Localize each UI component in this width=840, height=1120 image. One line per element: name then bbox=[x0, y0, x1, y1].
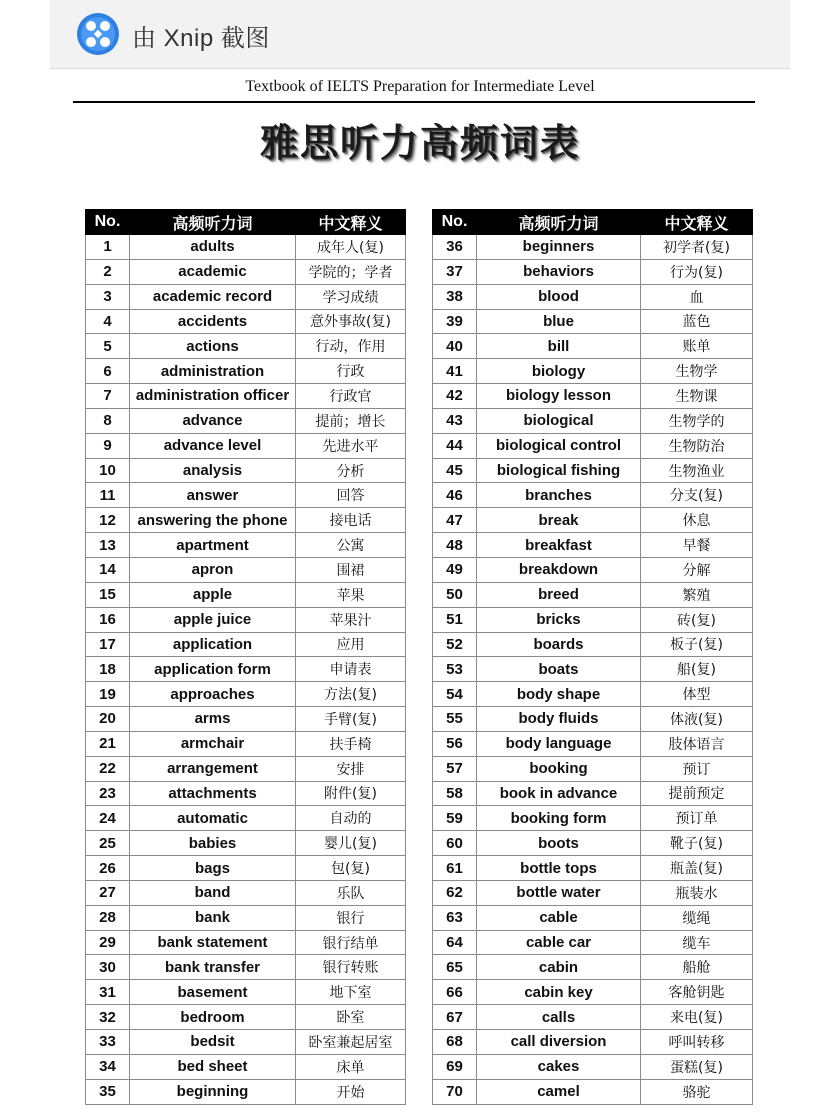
row-number: 21 bbox=[86, 731, 130, 756]
row-number: 37 bbox=[433, 259, 477, 284]
vocab-meaning: 行政官 bbox=[296, 384, 406, 409]
vocab-word: behaviors bbox=[477, 259, 641, 284]
table-row bbox=[433, 856, 753, 881]
vocab-meaning: 缆车 bbox=[641, 930, 753, 955]
header-no: No. bbox=[433, 210, 477, 235]
vocab-word: academic record bbox=[130, 284, 296, 309]
table-row bbox=[433, 831, 753, 856]
vocab-meaning: 客舱钥匙 bbox=[641, 980, 753, 1005]
vocab-word: biological fishing bbox=[477, 458, 641, 483]
vocab-word: biological bbox=[477, 408, 641, 433]
table-row bbox=[86, 905, 406, 930]
vocab-meaning: 苹果 bbox=[296, 582, 406, 607]
header-word: 高频听力词 bbox=[477, 210, 641, 235]
vocab-meaning: 行动，作用 bbox=[296, 334, 406, 359]
table-row bbox=[86, 384, 406, 409]
table-row bbox=[433, 806, 753, 831]
vocab-word: bedsit bbox=[130, 1030, 296, 1055]
row-number: 5 bbox=[86, 334, 130, 359]
vocab-meaning: 回答 bbox=[296, 483, 406, 508]
vocab-meaning: 应用 bbox=[296, 632, 406, 657]
row-number: 60 bbox=[433, 831, 477, 856]
vocab-meaning: 骆驼 bbox=[641, 1079, 753, 1104]
vocab-meaning: 船(复) bbox=[641, 657, 753, 682]
vocab-word: body fluids bbox=[477, 707, 641, 732]
vocab-word: calls bbox=[477, 1005, 641, 1030]
vocab-word: bank statement bbox=[130, 930, 296, 955]
vocab-meaning: 繁殖 bbox=[641, 582, 753, 607]
vocab-meaning: 呼叫转移 bbox=[641, 1030, 753, 1055]
row-number: 23 bbox=[86, 781, 130, 806]
vocab-word: administration officer bbox=[130, 384, 296, 409]
table-row bbox=[433, 905, 753, 930]
row-number: 26 bbox=[86, 856, 130, 881]
vocab-word: bill bbox=[477, 334, 641, 359]
vocab-word: biology lesson bbox=[477, 384, 641, 409]
row-number: 65 bbox=[433, 955, 477, 980]
vocab-word: administration bbox=[130, 359, 296, 384]
table-row bbox=[86, 756, 406, 781]
table-row bbox=[433, 607, 753, 632]
vocab-meaning: 分解 bbox=[641, 557, 753, 582]
vocab-meaning: 申请表 bbox=[296, 657, 406, 682]
row-number: 19 bbox=[86, 682, 130, 707]
row-number: 24 bbox=[86, 806, 130, 831]
vocab-word: cakes bbox=[477, 1054, 641, 1079]
row-number: 16 bbox=[86, 607, 130, 632]
vocab-word: advance level bbox=[130, 433, 296, 458]
table-row bbox=[86, 831, 406, 856]
vocab-meaning: 缆绳 bbox=[641, 905, 753, 930]
vocab-meaning: 体液(复) bbox=[641, 707, 753, 732]
vocab-meaning: 来电(复) bbox=[641, 1005, 753, 1030]
vocab-meaning: 血 bbox=[641, 284, 753, 309]
row-number: 54 bbox=[433, 682, 477, 707]
row-number: 67 bbox=[433, 1005, 477, 1030]
vocab-word: beginners bbox=[477, 235, 641, 260]
row-number: 46 bbox=[433, 483, 477, 508]
vocab-meaning: 先进水平 bbox=[296, 433, 406, 458]
document-subtitle: Textbook of IELTS Preparation for Intermediate Level bbox=[245, 78, 595, 95]
vocab-word: breakfast bbox=[477, 533, 641, 558]
table-row bbox=[86, 731, 406, 756]
vocab-meaning: 卧室兼起居室 bbox=[296, 1030, 406, 1055]
vocab-word: advance bbox=[130, 408, 296, 433]
table-row bbox=[86, 1079, 406, 1104]
app-title: 由 Xnip 截图 bbox=[132, 25, 270, 52]
table-row bbox=[86, 806, 406, 831]
vocab-word: apartment bbox=[130, 533, 296, 558]
vocab-word: analysis bbox=[130, 458, 296, 483]
row-number: 47 bbox=[433, 508, 477, 533]
vocab-word: automatic bbox=[130, 806, 296, 831]
vocab-meaning: 板子(复) bbox=[641, 632, 753, 657]
table-row bbox=[433, 384, 753, 409]
vocab-word: adults bbox=[130, 235, 296, 260]
vocab-word: beginning bbox=[130, 1079, 296, 1104]
table-row bbox=[86, 682, 406, 707]
vocab-meaning: 生物防治 bbox=[641, 433, 753, 458]
vocab-word: camel bbox=[477, 1079, 641, 1104]
row-number: 44 bbox=[433, 433, 477, 458]
vocab-meaning: 瓶盖(复) bbox=[641, 856, 753, 881]
row-number: 29 bbox=[86, 930, 130, 955]
row-number: 3 bbox=[86, 284, 130, 309]
vocab-word: biological control bbox=[477, 433, 641, 458]
row-number: 63 bbox=[433, 905, 477, 930]
vocab-word: arms bbox=[130, 707, 296, 732]
vocab-word: application form bbox=[130, 657, 296, 682]
vocab-meaning: 预订单 bbox=[641, 806, 753, 831]
row-number: 17 bbox=[86, 632, 130, 657]
row-number: 38 bbox=[433, 284, 477, 309]
row-number: 9 bbox=[86, 433, 130, 458]
vocab-meaning: 蛋糕(复) bbox=[641, 1054, 753, 1079]
table-row bbox=[86, 309, 406, 334]
vocab-meaning: 生物学 bbox=[641, 359, 753, 384]
row-number: 13 bbox=[86, 533, 130, 558]
row-number: 53 bbox=[433, 657, 477, 682]
vocab-word: call diversion bbox=[477, 1030, 641, 1055]
table-row bbox=[86, 980, 406, 1005]
row-number: 36 bbox=[433, 235, 477, 260]
row-number: 59 bbox=[433, 806, 477, 831]
vocab-meaning: 卧室 bbox=[296, 1005, 406, 1030]
vocab-meaning: 休息 bbox=[641, 508, 753, 533]
vocab-meaning: 账单 bbox=[641, 334, 753, 359]
row-number: 43 bbox=[433, 408, 477, 433]
vocab-word: cabin bbox=[477, 955, 641, 980]
vocab-word: book in advance bbox=[477, 781, 641, 806]
row-number: 11 bbox=[86, 483, 130, 508]
row-number: 45 bbox=[433, 458, 477, 483]
xnip-app-icon bbox=[76, 12, 120, 56]
table-row bbox=[86, 235, 406, 260]
table-row bbox=[433, 334, 753, 359]
table-row bbox=[86, 408, 406, 433]
table-row bbox=[86, 458, 406, 483]
vocab-word: biology bbox=[477, 359, 641, 384]
vocab-meaning: 肢体语言 bbox=[641, 731, 753, 756]
vocab-meaning: 生物课 bbox=[641, 384, 753, 409]
vocab-meaning: 乐队 bbox=[296, 880, 406, 905]
vocab-meaning: 苹果汁 bbox=[296, 607, 406, 632]
row-number: 10 bbox=[86, 458, 130, 483]
vocab-meaning: 学习成绩 bbox=[296, 284, 406, 309]
vocab-word: blue bbox=[477, 309, 641, 334]
header-word: 高频听力词 bbox=[130, 210, 296, 235]
table-row bbox=[86, 707, 406, 732]
vocab-meaning: 分支(复) bbox=[641, 483, 753, 508]
vocab-meaning: 学院的；学者 bbox=[296, 259, 406, 284]
vocab-word: basement bbox=[130, 980, 296, 1005]
vocab-word: academic bbox=[130, 259, 296, 284]
header-no: No. bbox=[86, 210, 130, 235]
row-number: 40 bbox=[433, 334, 477, 359]
vocab-word: body language bbox=[477, 731, 641, 756]
vocab-word: bed sheet bbox=[130, 1054, 296, 1079]
vocab-word: bank bbox=[130, 905, 296, 930]
vocab-word: branches bbox=[477, 483, 641, 508]
vocab-meaning: 自动的 bbox=[296, 806, 406, 831]
table-row bbox=[86, 557, 406, 582]
table-row bbox=[86, 284, 406, 309]
table-row bbox=[433, 309, 753, 334]
vocab-meaning: 公寓 bbox=[296, 533, 406, 558]
row-number: 2 bbox=[86, 259, 130, 284]
table-row bbox=[433, 1079, 753, 1104]
table-header-row bbox=[86, 210, 406, 235]
vocab-word: cabin key bbox=[477, 980, 641, 1005]
row-number: 56 bbox=[433, 731, 477, 756]
vocab-word: bricks bbox=[477, 607, 641, 632]
table-row bbox=[433, 930, 753, 955]
table-row bbox=[86, 856, 406, 881]
table-row bbox=[86, 334, 406, 359]
vocab-meaning: 早餐 bbox=[641, 533, 753, 558]
row-number: 62 bbox=[433, 880, 477, 905]
row-number: 41 bbox=[433, 359, 477, 384]
table-row bbox=[86, 657, 406, 682]
table-row bbox=[433, 955, 753, 980]
row-number: 35 bbox=[86, 1079, 130, 1104]
vocab-word: armchair bbox=[130, 731, 296, 756]
header-meaning: 中文释义 bbox=[296, 210, 406, 235]
app-title-bar bbox=[50, 0, 790, 69]
vocab-meaning: 体型 bbox=[641, 682, 753, 707]
vocab-word: apple juice bbox=[130, 607, 296, 632]
row-number: 4 bbox=[86, 309, 130, 334]
vocab-table-left bbox=[85, 209, 406, 1105]
table-row bbox=[433, 756, 753, 781]
table-row bbox=[86, 1030, 406, 1055]
vocab-word: body shape bbox=[477, 682, 641, 707]
vocab-meaning: 靴子(复) bbox=[641, 831, 753, 856]
table-row bbox=[433, 657, 753, 682]
row-number: 52 bbox=[433, 632, 477, 657]
row-number: 39 bbox=[433, 309, 477, 334]
vocab-meaning: 银行结单 bbox=[296, 930, 406, 955]
table-row bbox=[433, 557, 753, 582]
table-row bbox=[86, 880, 406, 905]
row-number: 68 bbox=[433, 1030, 477, 1055]
vocab-word: bags bbox=[130, 856, 296, 881]
header-divider bbox=[73, 101, 755, 103]
table-row bbox=[433, 408, 753, 433]
vocab-meaning: 围裙 bbox=[296, 557, 406, 582]
vocab-meaning: 接电话 bbox=[296, 508, 406, 533]
header-meaning: 中文释义 bbox=[641, 210, 753, 235]
table-row bbox=[433, 284, 753, 309]
vocab-word: band bbox=[130, 880, 296, 905]
vocab-word: babies bbox=[130, 831, 296, 856]
row-number: 42 bbox=[433, 384, 477, 409]
row-number: 32 bbox=[86, 1005, 130, 1030]
vocab-table-right bbox=[432, 209, 753, 1105]
table-row bbox=[433, 359, 753, 384]
table-row bbox=[433, 1005, 753, 1030]
vocab-word: accidents bbox=[130, 309, 296, 334]
vocab-word: actions bbox=[130, 334, 296, 359]
vocab-meaning: 附件(复) bbox=[296, 781, 406, 806]
row-number: 48 bbox=[433, 533, 477, 558]
table-row bbox=[86, 781, 406, 806]
row-number: 1 bbox=[86, 235, 130, 260]
vocab-meaning: 银行转账 bbox=[296, 955, 406, 980]
vocab-meaning: 生物学的 bbox=[641, 408, 753, 433]
table-row bbox=[433, 433, 753, 458]
vocab-word: approaches bbox=[130, 682, 296, 707]
vocab-meaning: 瓶装水 bbox=[641, 880, 753, 905]
table-row bbox=[86, 359, 406, 384]
vocab-word: break bbox=[477, 508, 641, 533]
vocab-word: blood bbox=[477, 284, 641, 309]
table-row bbox=[433, 483, 753, 508]
row-number: 49 bbox=[433, 557, 477, 582]
vocab-word: arrangement bbox=[130, 756, 296, 781]
row-number: 66 bbox=[433, 980, 477, 1005]
row-number: 20 bbox=[86, 707, 130, 732]
table-row bbox=[433, 458, 753, 483]
table-row bbox=[433, 632, 753, 657]
table-row bbox=[86, 607, 406, 632]
table-row bbox=[86, 1054, 406, 1079]
vocab-word: booking bbox=[477, 756, 641, 781]
vocab-word: cable car bbox=[477, 930, 641, 955]
row-number: 28 bbox=[86, 905, 130, 930]
row-number: 22 bbox=[86, 756, 130, 781]
table-row bbox=[433, 781, 753, 806]
row-number: 27 bbox=[86, 880, 130, 905]
table-row bbox=[86, 582, 406, 607]
table-row bbox=[86, 533, 406, 558]
vocab-meaning: 蓝色 bbox=[641, 309, 753, 334]
row-number: 33 bbox=[86, 1030, 130, 1055]
document-title: 雅思听力高频词表 bbox=[259, 123, 580, 165]
vocab-word: breed bbox=[477, 582, 641, 607]
vocab-meaning: 行政 bbox=[296, 359, 406, 384]
table-row bbox=[433, 259, 753, 284]
table-row bbox=[433, 1054, 753, 1079]
row-number: 64 bbox=[433, 930, 477, 955]
table-row bbox=[433, 980, 753, 1005]
table-row bbox=[86, 433, 406, 458]
vocab-meaning: 婴儿(复) bbox=[296, 831, 406, 856]
vocab-word: apron bbox=[130, 557, 296, 582]
table-row bbox=[433, 1030, 753, 1055]
vocab-meaning: 方法(复) bbox=[296, 682, 406, 707]
vocab-meaning: 意外事故(复) bbox=[296, 309, 406, 334]
vocab-meaning: 预订 bbox=[641, 756, 753, 781]
row-number: 51 bbox=[433, 607, 477, 632]
table-row bbox=[86, 508, 406, 533]
vocab-word: answer bbox=[130, 483, 296, 508]
row-number: 12 bbox=[86, 508, 130, 533]
vocab-meaning: 地下室 bbox=[296, 980, 406, 1005]
table-row bbox=[86, 930, 406, 955]
vocab-meaning: 床单 bbox=[296, 1054, 406, 1079]
table-row bbox=[86, 632, 406, 657]
vocab-word: boats bbox=[477, 657, 641, 682]
table-row bbox=[433, 582, 753, 607]
vocab-word: breakdown bbox=[477, 557, 641, 582]
vocab-meaning: 包(复) bbox=[296, 856, 406, 881]
vocab-meaning: 行为(复) bbox=[641, 259, 753, 284]
row-number: 31 bbox=[86, 980, 130, 1005]
vocab-meaning: 手臂(复) bbox=[296, 707, 406, 732]
row-number: 30 bbox=[86, 955, 130, 980]
table-row bbox=[433, 880, 753, 905]
table-row bbox=[433, 235, 753, 260]
row-number: 14 bbox=[86, 557, 130, 582]
row-number: 34 bbox=[86, 1054, 130, 1079]
row-number: 50 bbox=[433, 582, 477, 607]
row-number: 55 bbox=[433, 707, 477, 732]
vocab-word: bottle tops bbox=[477, 856, 641, 881]
vocab-meaning: 分析 bbox=[296, 458, 406, 483]
vocab-meaning: 成年人(复) bbox=[296, 235, 406, 260]
row-number: 7 bbox=[86, 384, 130, 409]
row-number: 70 bbox=[433, 1079, 477, 1104]
table-row bbox=[433, 682, 753, 707]
vocab-meaning: 砖(复) bbox=[641, 607, 753, 632]
table-row bbox=[433, 533, 753, 558]
row-number: 57 bbox=[433, 756, 477, 781]
row-number: 6 bbox=[86, 359, 130, 384]
table-row bbox=[86, 259, 406, 284]
row-number: 61 bbox=[433, 856, 477, 881]
vocab-word: cable bbox=[477, 905, 641, 930]
vocab-meaning: 船舱 bbox=[641, 955, 753, 980]
vocab-meaning: 生物渔业 bbox=[641, 458, 753, 483]
row-number: 8 bbox=[86, 408, 130, 433]
table-row bbox=[433, 731, 753, 756]
vocab-word: booking form bbox=[477, 806, 641, 831]
vocab-word: application bbox=[130, 632, 296, 657]
row-number: 69 bbox=[433, 1054, 477, 1079]
vocab-meaning: 银行 bbox=[296, 905, 406, 930]
vocab-meaning: 安排 bbox=[296, 756, 406, 781]
vocab-meaning: 提前预定 bbox=[641, 781, 753, 806]
vocab-word: answering the phone bbox=[130, 508, 296, 533]
vocab-word: attachments bbox=[130, 781, 296, 806]
table-row bbox=[433, 707, 753, 732]
row-number: 18 bbox=[86, 657, 130, 682]
table-row bbox=[86, 483, 406, 508]
row-number: 25 bbox=[86, 831, 130, 856]
table-row bbox=[433, 508, 753, 533]
row-number: 58 bbox=[433, 781, 477, 806]
vocab-meaning: 提前；增长 bbox=[296, 408, 406, 433]
vocab-word: bedroom bbox=[130, 1005, 296, 1030]
row-number: 15 bbox=[86, 582, 130, 607]
vocab-word: bank transfer bbox=[130, 955, 296, 980]
table-header-row bbox=[433, 210, 753, 235]
vocab-word: apple bbox=[130, 582, 296, 607]
vocab-meaning: 初学者(复) bbox=[641, 235, 753, 260]
vocab-word: boards bbox=[477, 632, 641, 657]
vocab-word: boots bbox=[477, 831, 641, 856]
vocab-word: bottle water bbox=[477, 880, 641, 905]
vocab-meaning: 开始 bbox=[296, 1079, 406, 1104]
table-row bbox=[86, 1005, 406, 1030]
vocab-meaning: 扶手椅 bbox=[296, 731, 406, 756]
table-row bbox=[86, 955, 406, 980]
